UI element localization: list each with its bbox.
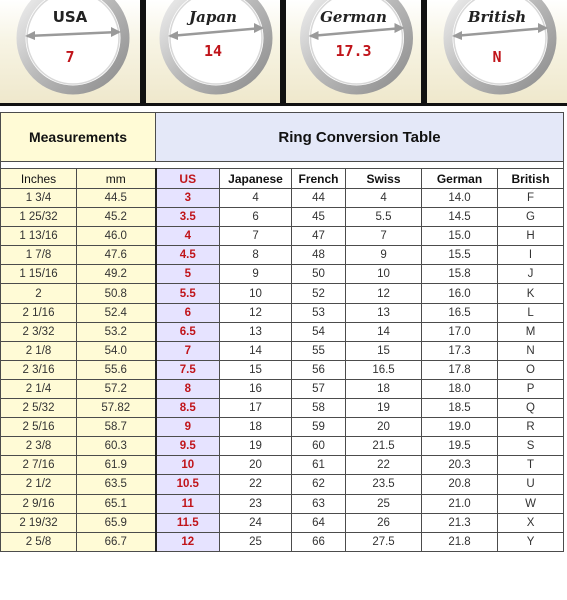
table-cell: 54 (292, 322, 346, 341)
table-cell: 66.7 (77, 532, 156, 551)
table-cell: 47 (292, 227, 346, 246)
table-cell: 22 (346, 456, 422, 475)
table-cell: 2 5/16 (1, 418, 77, 437)
table-cell: 4.5 (156, 246, 220, 265)
table-cell: 4 (346, 189, 422, 208)
table-cell: 47.6 (77, 246, 156, 265)
table-cell: 60 (292, 437, 346, 456)
table-cell: 21.8 (422, 532, 498, 551)
table-cell: 6 (156, 303, 220, 322)
table-cell: 14 (220, 341, 292, 360)
conversion-table-title: Ring Conversion Table (156, 113, 564, 162)
table-cell: U (498, 475, 564, 494)
table-row (1, 341, 564, 360)
table-cell: 25 (346, 494, 422, 513)
table-cell: 9 (346, 246, 422, 265)
table-cell: 12 (220, 303, 292, 322)
table-cell: 1 7/8 (1, 246, 77, 265)
table-row (1, 532, 564, 551)
table-cell: 19 (346, 399, 422, 418)
table-cell: 11.5 (156, 513, 220, 532)
table-cell: 21.3 (422, 513, 498, 532)
table-cell: 65.9 (77, 513, 156, 532)
table-cell: 57 (292, 379, 346, 398)
table-cell: 18 (346, 379, 422, 398)
table-cell: 10 (346, 265, 422, 284)
table-cell: 6 (220, 208, 292, 227)
table-cell: 15 (346, 341, 422, 360)
ring-usa (0, 0, 143, 106)
table-cell: 18.0 (422, 379, 498, 398)
table-cell: 14.0 (422, 189, 498, 208)
table-cell: 17.8 (422, 360, 498, 379)
table-cell: 27.5 (346, 532, 422, 551)
table-cell: 19.0 (422, 418, 498, 437)
table-cell: 59 (292, 418, 346, 437)
table-cell: 9 (156, 418, 220, 437)
table-cell: 19.5 (422, 437, 498, 456)
table-row (1, 208, 564, 227)
table-row (1, 418, 564, 437)
ring-label: British (467, 8, 527, 26)
ring-label: Japan (189, 8, 237, 26)
table-cell: 55 (292, 341, 346, 360)
ring-size-value: 7 (65, 48, 75, 66)
table-cell: 24 (220, 513, 292, 532)
table-cell: 3.5 (156, 208, 220, 227)
table-cell: 8 (220, 246, 292, 265)
table-cell: 25 (220, 532, 292, 551)
table-cell: 23.5 (346, 475, 422, 494)
table-cell: 18 (220, 418, 292, 437)
table-cell: 4 (156, 227, 220, 246)
table-cell: 44 (292, 189, 346, 208)
table-cell: 50 (292, 265, 346, 284)
table-cell: W (498, 494, 564, 513)
table-row (1, 456, 564, 475)
table-cell: R (498, 418, 564, 437)
table-cell: 15.0 (422, 227, 498, 246)
table-cell: 61.9 (77, 456, 156, 475)
column-header: Swiss (346, 169, 422, 189)
table-cell: 9 (220, 265, 292, 284)
table-row (1, 379, 564, 398)
ring-german (283, 0, 424, 106)
table-cell: 19 (220, 437, 292, 456)
table-cell: 20 (346, 418, 422, 437)
table-cell: 16.0 (422, 284, 498, 303)
table-cell: 53 (292, 303, 346, 322)
table-row (1, 399, 564, 418)
table-cell: 26 (346, 513, 422, 532)
table-cell: 2 5/8 (1, 532, 77, 551)
table-row (1, 322, 564, 341)
table-cell: 7.5 (156, 360, 220, 379)
ring-size-value: 14 (203, 42, 223, 60)
table-cell: M (498, 322, 564, 341)
table-cell: 44.5 (77, 189, 156, 208)
table-cell: 53.2 (77, 322, 156, 341)
table-cell: 15 (220, 360, 292, 379)
table-cell: 23 (220, 494, 292, 513)
table-cell: 2 3/8 (1, 437, 77, 456)
table-cell: 12 (156, 532, 220, 551)
ring-label: USA (52, 8, 88, 26)
table-cell: 21.5 (346, 437, 422, 456)
table-row (1, 246, 564, 265)
table-cell: 66 (292, 532, 346, 551)
table-cell: 50.8 (77, 284, 156, 303)
table-cell: 52.4 (77, 303, 156, 322)
table-cell: G (498, 208, 564, 227)
table-cell: 60.3 (77, 437, 156, 456)
table-cell: 2 (1, 284, 77, 303)
table-cell: 58.7 (77, 418, 156, 437)
table-cell: 5.5 (346, 208, 422, 227)
table-cell: 2 1/16 (1, 303, 77, 322)
table-cell: 12 (346, 284, 422, 303)
table-cell: 58 (292, 399, 346, 418)
table-cell: 11 (156, 494, 220, 513)
table-cell: 48 (292, 246, 346, 265)
table-cell: I (498, 246, 564, 265)
table-cell: 2 5/32 (1, 399, 77, 418)
table-cell: 45.2 (77, 208, 156, 227)
table-cell: 15.5 (422, 246, 498, 265)
table-cell: 55.6 (77, 360, 156, 379)
table-cell: 4 (220, 189, 292, 208)
table-cell: 20.3 (422, 456, 498, 475)
table-cell: 2 3/32 (1, 322, 77, 341)
table-cell: 63 (292, 494, 346, 513)
table-row (1, 437, 564, 456)
table-cell: 14 (346, 322, 422, 341)
table-cell: K (498, 284, 564, 303)
table-cell: 45 (292, 208, 346, 227)
table-cell: 2 1/8 (1, 341, 77, 360)
table-cell: 17 (220, 399, 292, 418)
column-header: Inches (1, 169, 77, 189)
ring-header (0, 0, 567, 106)
table-cell: 5 (156, 265, 220, 284)
ring-conversion-table (0, 112, 563, 598)
table-cell: 20.8 (422, 475, 498, 494)
table-cell: Y (498, 532, 564, 551)
table-cell: 57.2 (77, 379, 156, 398)
ring-size-value: 17.3 (335, 42, 372, 60)
table-cell: 61 (292, 456, 346, 475)
table-cell: 1 3/4 (1, 189, 77, 208)
table-row (1, 494, 564, 513)
table-cell: 13 (220, 322, 292, 341)
ring-british (424, 0, 567, 106)
table-row (1, 284, 564, 303)
table-cell: P (498, 379, 564, 398)
table-cell: 2 19/32 (1, 513, 77, 532)
table-cell: 7 (346, 227, 422, 246)
table-cell: 2 7/16 (1, 456, 77, 475)
ring-size-value: N (492, 48, 502, 66)
column-header: US (156, 169, 220, 189)
ring-japan (143, 0, 283, 106)
table-cell: X (498, 513, 564, 532)
table-cell: 10 (156, 456, 220, 475)
table-row (1, 360, 564, 379)
table-cell: T (498, 456, 564, 475)
measurements-title: Measurements (1, 113, 156, 162)
table-cell: F (498, 189, 564, 208)
table-cell: N (498, 341, 564, 360)
table-cell: 6.5 (156, 322, 220, 341)
ring-label: German (320, 8, 387, 26)
table-cell: 1 13/16 (1, 227, 77, 246)
table-cell: H (498, 227, 564, 246)
table-cell: 1 15/16 (1, 265, 77, 284)
table-cell: 2 9/16 (1, 494, 77, 513)
table-row (1, 303, 564, 322)
table-cell: 56 (292, 360, 346, 379)
table-cell: 10.5 (156, 475, 220, 494)
table-cell: 16 (220, 379, 292, 398)
table-cell: 8 (156, 379, 220, 398)
table-cell: 2 1/2 (1, 475, 77, 494)
table-cell: 8.5 (156, 399, 220, 418)
table-cell: 63.5 (77, 475, 156, 494)
table-cell: J (498, 265, 564, 284)
column-header: mm (77, 169, 156, 189)
table-cell: 57.82 (77, 399, 156, 418)
table-cell: 14.5 (422, 208, 498, 227)
table-row (1, 513, 564, 532)
table-cell: 16.5 (422, 303, 498, 322)
table-cell: L (498, 303, 564, 322)
table-cell: 15.8 (422, 265, 498, 284)
table-cell: 17.0 (422, 322, 498, 341)
table-cell: S (498, 437, 564, 456)
table-cell: 7 (156, 341, 220, 360)
table-row (1, 265, 564, 284)
table-cell: 18.5 (422, 399, 498, 418)
table-cell: 1 25/32 (1, 208, 77, 227)
table-cell: 22 (220, 475, 292, 494)
column-header: Japanese (220, 169, 292, 189)
table-cell: 10 (220, 284, 292, 303)
table-cell: 2 1/4 (1, 379, 77, 398)
table-cell: 21.0 (422, 494, 498, 513)
column-header: British (498, 169, 564, 189)
table-cell: 13 (346, 303, 422, 322)
table-cell: 65.1 (77, 494, 156, 513)
column-header: French (292, 169, 346, 189)
table-row (1, 227, 564, 246)
table-cell: 62 (292, 475, 346, 494)
table-row (1, 475, 564, 494)
table-cell: 3 (156, 189, 220, 208)
table-cell: 52 (292, 284, 346, 303)
table-cell: 54.0 (77, 341, 156, 360)
table-cell: 16.5 (346, 360, 422, 379)
table-row (1, 189, 564, 208)
table-cell: 2 3/16 (1, 360, 77, 379)
table-cell: Q (498, 399, 564, 418)
table-cell: 46.0 (77, 227, 156, 246)
table-cell: 9.5 (156, 437, 220, 456)
table-cell: 64 (292, 513, 346, 532)
column-header: German (422, 169, 498, 189)
table-cell: 17.3 (422, 341, 498, 360)
table-cell: 7 (220, 227, 292, 246)
table-cell: 20 (220, 456, 292, 475)
table-cell: O (498, 360, 564, 379)
table-cell: 5.5 (156, 284, 220, 303)
table-cell: 49.2 (77, 265, 156, 284)
